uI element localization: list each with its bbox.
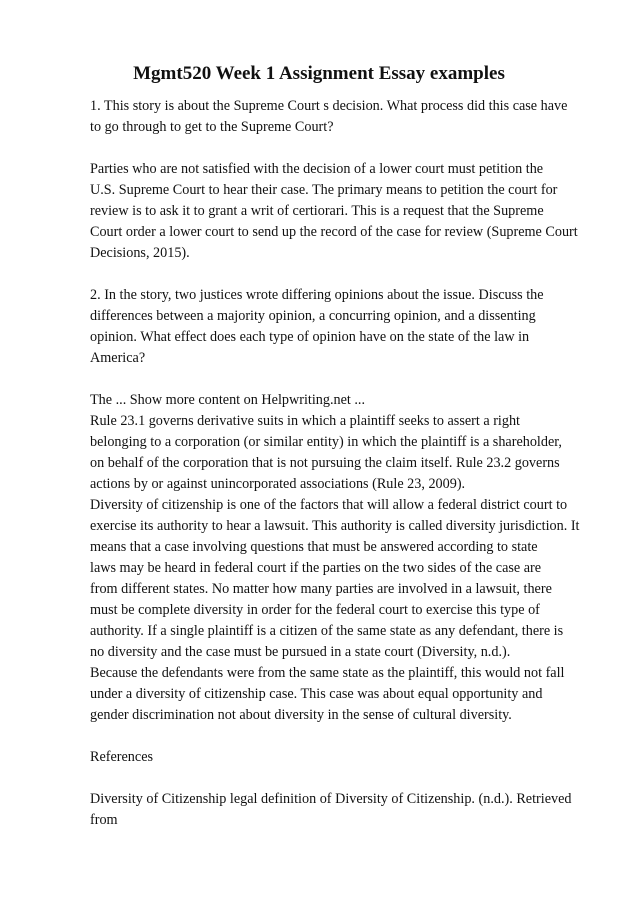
text-line: to go through to get to the Supreme Court?: [90, 119, 334, 135]
text-line: Diversity of Citizenship legal definition of Diversity of Citizenship. (n.d.). Retrieved: [90, 791, 572, 807]
text-line: U.S. Supreme Court to hear their case. The primary means to petition the court for: [90, 182, 558, 198]
answer-1-paragraph: [90, 159, 596, 264]
text-line: from: [90, 812, 118, 828]
text-line: Court order a lower court to send up the record of the case for review (Supreme Court: [90, 224, 578, 240]
text-line: Decisions, 2015).: [90, 245, 190, 261]
text-line: References: [90, 749, 154, 765]
text-line: 2. In the story, two justices wrote differing opinions about the issue. Discuss the: [90, 287, 544, 303]
text-line: authority. If a single plaintiff is a citizen of the same state as any defendant, there is: [90, 623, 564, 639]
text-line: differences between a majority opinion, a concurring opinion, and a dissenting: [90, 308, 536, 324]
question-2-paragraph: [90, 285, 596, 369]
text-line: under a diversity of citizenship case. This case was about equal opportunity and: [90, 686, 543, 702]
text-line: laws may be heard in federal court if the parties on the two sides of the case are: [90, 560, 542, 576]
text-line: from different states. No matter how many parties are involved in a lawsuit, there: [90, 581, 552, 597]
text-line: Rule 23.1 governs derivative suits in which a plaintiff seeks to assert a right: [90, 413, 521, 429]
text-line: must be complete diversity in order for the federal court to exercise this type of: [90, 602, 540, 618]
text-line: Diversity of citizenship is one of the factors that will allow a federal district court to: [90, 497, 568, 513]
text-line: America?: [90, 350, 146, 366]
text-line: belonging to a corporation (or similar entity) in which the plaintiff is a shareholder,: [90, 434, 562, 450]
text-line: Because the defendants were from the same state as the plaintiff, this would not fall: [90, 665, 565, 681]
text-line: on behalf of the corporation that is not pursuing the claim itself. Rule 23.2 governs: [90, 455, 560, 471]
references-heading: [90, 747, 596, 768]
text-line: The ... Show more content on Helpwriting.net ...: [90, 392, 366, 408]
text-line: opinion. What effect does each type of opinion have on the state of the law in: [90, 329, 530, 345]
text-line: 1. This story is about the Supreme Court s decision. What process did this case have: [90, 98, 568, 114]
document-title: Mgmt520 Week 1 Assignment Essay examples: [133, 63, 505, 84]
text-line: actions by or against unincorporated associations (Rule 23, 2009).: [90, 476, 466, 492]
text-line: Parties who are not satisfied with the decision of a lower court must petition the: [90, 161, 544, 177]
text-line: review is to ask it to grant a writ of certiorari. This is a request that the Supreme: [90, 203, 544, 219]
text-line: means that a case involving questions that must be answered according to state: [90, 539, 538, 555]
text-line: no diversity and the case must be pursued in a state court (Diversity, n.d.).: [90, 644, 511, 660]
text-line: exercise its authority to hear a lawsuit. This authority is called diversity jurisdiction. It: [90, 518, 580, 534]
document-body: [90, 96, 596, 831]
question-1-paragraph: [90, 96, 596, 138]
body-text-paragraph: [90, 390, 596, 726]
text-line: gender discrimination not about diversity in the sense of cultural diversity.: [90, 707, 512, 723]
reference-entry: [90, 789, 596, 831]
